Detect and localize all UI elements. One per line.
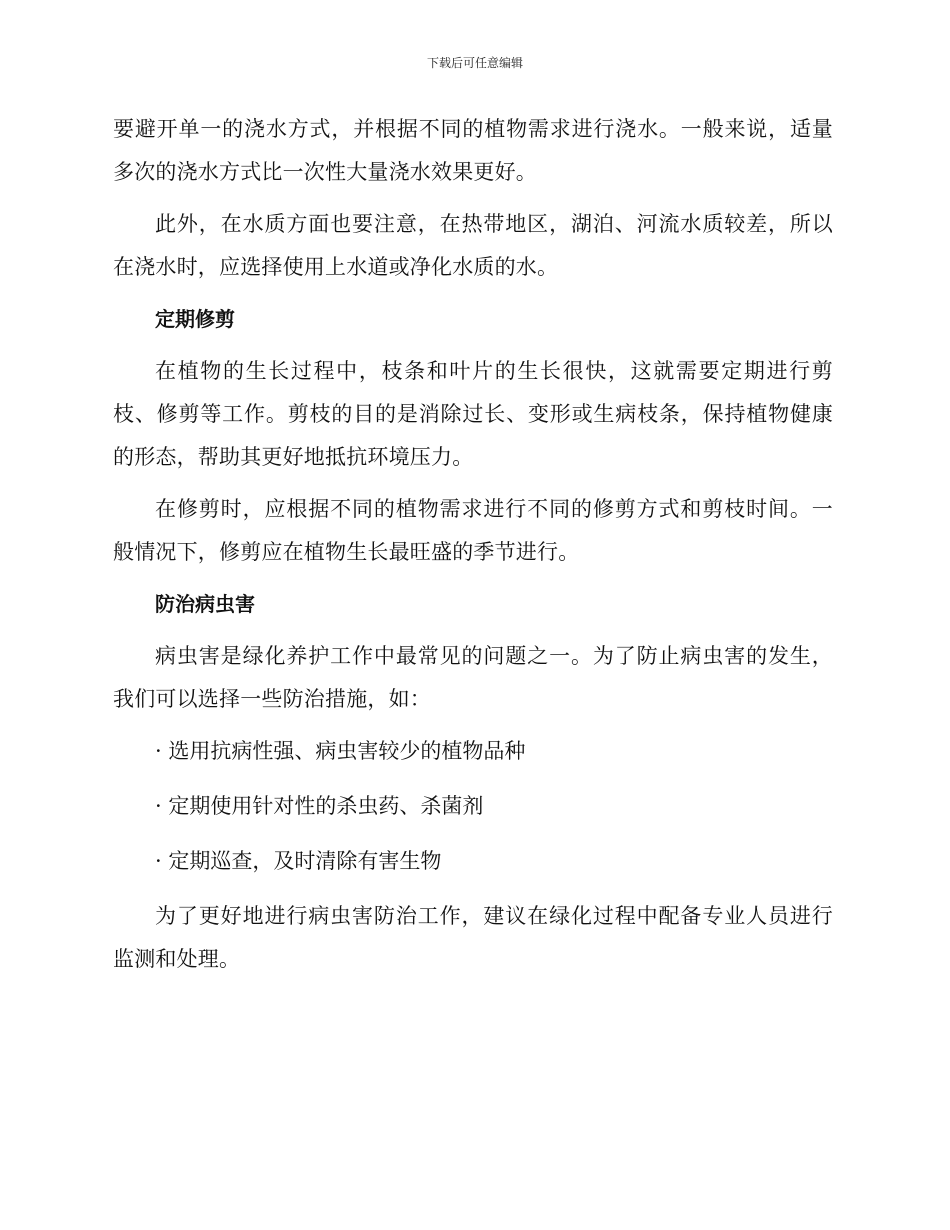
paragraph-watering-method: 要避开单一的浇水方式，并根据不同的植物需求进行浇水。一般来说，适量多次的浇水方式比一次性大量浇水效果更好。	[113, 117, 833, 184]
paragraph-pruning-timing: 在修剪时，应根据不同的植物需求进行不同的修剪方式和剪枝时间。一般情况下，修剪应在植物生长最旺盛的季节进行。	[113, 497, 833, 564]
section-heading-pruning: 定期修剪	[155, 307, 235, 331]
list-item: · 定期巡查，及时清除有害生物	[155, 849, 442, 873]
paragraph-pest-intro: 病虫害是绿化养护工作中最常见的问题之一。为了防止病虫害的发生，我们可以选择一些防治措施，如：	[113, 644, 833, 711]
paragraph-water-quality: 此外，在水质方面也要注意，在热带地区，湖泊、河流水质较差，所以在浇水时，应选择使用上水道或净化水质的水。	[113, 212, 833, 279]
document-body	[113, 108, 833, 990]
list-item: · 定期使用针对性的杀虫药、杀菌剂	[155, 794, 484, 818]
paragraph-pruning-purpose: 在植物的生长过程中，枝条和叶片的生长很快，这就需要定期进行剪枝、修剪等工作。剪枝的目的是消除过长、变形或生病枝条，保持植物健康的形态，帮助其更好地抵抗环境压力。	[113, 359, 833, 469]
list-item: · 选用抗病性强、病虫害较少的植物品种	[155, 739, 526, 763]
section-heading-pest-control: 防治病虫害	[155, 592, 255, 616]
paragraph-pest-staff: 为了更好地进行病虫害防治工作，建议在绿化过程中配备专业人员进行监测和处理。	[113, 904, 833, 971]
header-note: 下载后可任意编辑	[426, 56, 523, 70]
